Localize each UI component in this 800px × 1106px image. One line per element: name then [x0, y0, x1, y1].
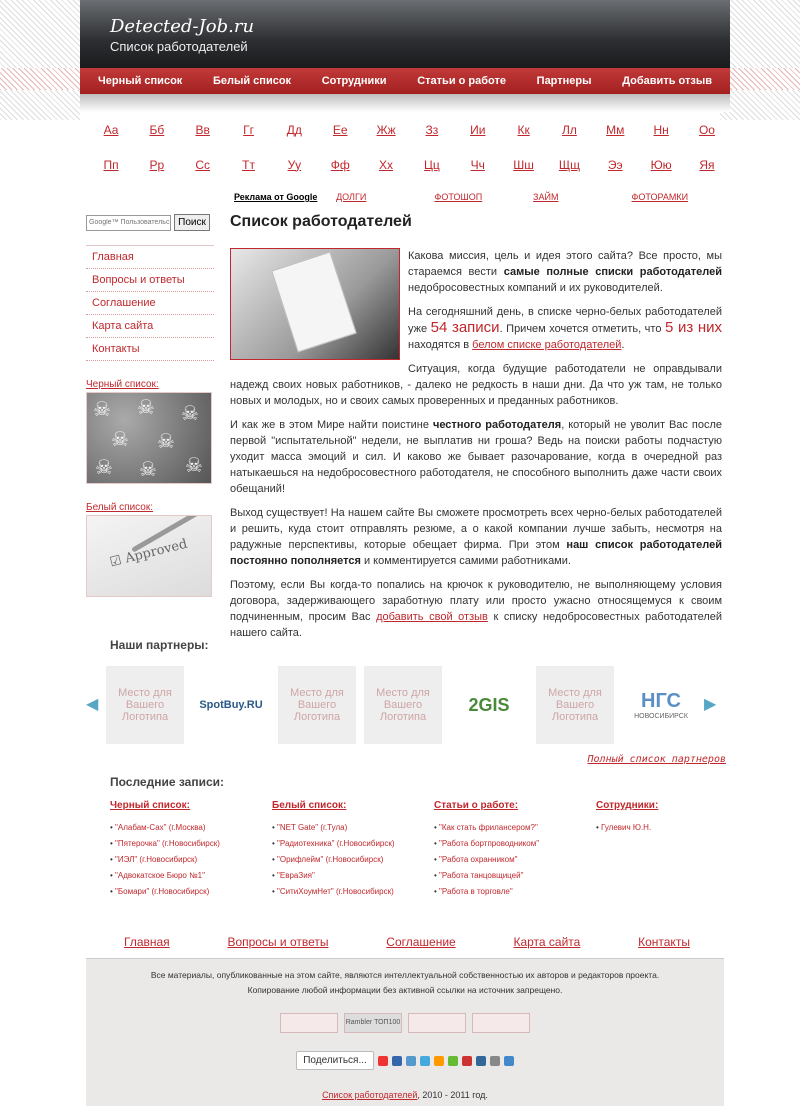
counter-badge[interactable] [280, 1013, 338, 1033]
ad-link[interactable]: ФОТОШОП [434, 192, 483, 202]
latest-record-link[interactable]: • "Бомари" (г.Новосибирск) [110, 887, 272, 903]
copyright: Список работодателей, 2010 - 2011 год. [322, 1090, 488, 1100]
ad-link[interactable]: ЗАЙМ [533, 192, 559, 202]
alphabet-letter-link[interactable]: Фф [330, 157, 350, 172]
article-photo [230, 248, 400, 360]
topnav-articles[interactable]: Статьи о работе [417, 75, 506, 87]
share-button[interactable]: Поделиться... [296, 1051, 374, 1070]
alphabet-row [96, 147, 722, 182]
bottom-navigation [124, 935, 690, 949]
nav-shadow [80, 94, 730, 112]
latest-record-link[interactable]: • "NET Gate" (г.Тула) [272, 823, 434, 839]
alphabet-letter-link[interactable]: Цц [424, 157, 440, 172]
social-icon[interactable] [406, 1056, 416, 1066]
side-menu-faq[interactable]: Вопросы и ответы [86, 269, 214, 292]
blacklist-banner[interactable] [86, 392, 212, 484]
social-icon[interactable] [476, 1056, 486, 1066]
latest-column-heading[interactable]: Черный список: [110, 800, 190, 811]
partner-spotbuy[interactable]: SpotBuy.RU [192, 666, 270, 744]
latest-column-heading[interactable]: Белый список: [272, 800, 347, 811]
side-menu-home[interactable]: Главная [86, 246, 214, 269]
alphabet-letter-link[interactable]: Вв [195, 122, 210, 137]
alphabet-letter-link[interactable]: Ээ [607, 157, 623, 172]
paragraph: Поэтому, если Вы когда-то попались на крючок к руководителю, не выполняющему условия договора, задерживающего заработную плату или просто ужасно относящемуся к своим подчиненным, просим Вас добавить свой отзыв к списку недобросовестных работодателей нашего сайта. [230, 579, 723, 639]
whitelist-label[interactable]: Белый список: [86, 502, 154, 513]
ad-link[interactable]: ДОЛГИ [336, 192, 367, 202]
alphabet-row [96, 112, 722, 147]
latest-record-link[interactable]: • "Радиотехника" (г.Новосибирск) [272, 839, 434, 855]
alphabet-letter-link[interactable]: Гг [243, 122, 254, 137]
skull-icon: ☠ [93, 399, 111, 421]
latest-column-heading[interactable]: Сотрудники: [596, 800, 659, 811]
right-stripe-decoration [720, 0, 800, 120]
whitelist-banner[interactable] [86, 515, 212, 597]
ads-label[interactable]: Реклама от Google [234, 192, 318, 202]
latest-column [596, 800, 758, 903]
latest-record-link[interactable]: • "Пятерочка" (г.Новосибирск) [110, 839, 272, 855]
latest-record-link[interactable]: • "ЕвраЗия" [272, 871, 434, 887]
paragraph: Выход существует! На нашем сайте Вы сможете просмотреть всех черно-белых работодателей и решить, куда стоит отправлять резюме, а о какой компании лучше забыть, несмотря на радужные перспективы, которые обещает фирма. При этом наш список работодателей постоянно пополняется и комментируется самими работниками. [230, 507, 722, 567]
whitelist-link[interactable]: белом списке работодателей [472, 339, 622, 351]
latest-record-link[interactable]: • "СитиХоумНет" (г.Новосибирск) [272, 887, 434, 903]
alphabet-letter-link[interactable]: Бб [149, 122, 165, 137]
search-button[interactable]: Поиск [174, 214, 210, 231]
site-name[interactable]: Detected-Job.ru [110, 16, 255, 37]
counters [86, 1013, 724, 1033]
latest-record-link[interactable]: • "Работа танцовщицей" [434, 871, 596, 887]
alphabet-letter-link[interactable]: Оо [698, 122, 715, 137]
alphabet-letter-link[interactable]: Чч [470, 157, 485, 172]
ad-link[interactable]: ФОТОРАМКИ [631, 192, 689, 202]
side-menu-sitemap[interactable]: Карта сайта [86, 315, 214, 338]
approved-stamp: ☑ Approved [108, 536, 189, 571]
side-menu-contacts[interactable]: Контакты [86, 338, 214, 361]
latest-column [272, 800, 434, 903]
skull-icon: ☠ [185, 455, 203, 477]
alphabet-letter-link[interactable]: Хх [379, 157, 394, 172]
search-input[interactable] [86, 215, 171, 231]
bottomnav-faq[interactable]: Вопросы и ответы [227, 935, 329, 949]
alphabet-index [80, 112, 730, 182]
alphabet-letter-link[interactable]: Ее [332, 122, 348, 137]
topnav-blacklist[interactable]: Черный список [98, 75, 183, 87]
alphabet-letter-link[interactable]: Щщ [558, 157, 580, 172]
social-icon[interactable] [504, 1056, 514, 1066]
share-bar [86, 1051, 724, 1070]
alphabet-letter-link[interactable]: Ии [470, 122, 486, 137]
alphabet-letter-link[interactable]: Дд [286, 122, 302, 137]
add-review-link[interactable]: добавить свой отзыв [376, 611, 488, 623]
latest-record-link[interactable]: • "Алабам-Сах" (г.Москва) [110, 823, 272, 839]
latest-record-link[interactable]: • "Адвокатское Бюро №1" [110, 871, 272, 887]
paragraph: На сегодняшний день, в списке черно-белых работодателей уже 54 записи. Причем хочется отметить, что 5 из них находятся в белом списке работодателей. [408, 306, 723, 351]
side-menu-agreement[interactable]: Соглашение [86, 292, 214, 315]
alphabet-letter-link[interactable]: Кк [517, 122, 530, 137]
alphabet-letter-link[interactable]: Нн [653, 122, 669, 137]
social-icon[interactable] [462, 1056, 472, 1066]
skull-icon: ☠ [95, 457, 113, 479]
search-box [86, 214, 214, 231]
skull-icon: ☠ [111, 429, 129, 451]
site-subtitle: Список работодателей [110, 39, 248, 54]
alphabet-letter-link[interactable]: Юю [650, 157, 672, 172]
latest-record-link[interactable]: • "Работа бортпроводником" [434, 839, 596, 855]
top-navigation [80, 68, 730, 94]
social-icon[interactable] [448, 1056, 458, 1066]
alphabet-letter-link[interactable]: Уу [287, 157, 302, 172]
partner-placeholder[interactable]: Место для Вашего Логотипа [106, 666, 184, 744]
copyright-link[interactable]: Список работодателей [322, 1090, 418, 1100]
skull-icon: ☠ [181, 403, 199, 425]
alphabet-letter-link[interactable]: Лл [561, 122, 577, 137]
latest-record-link[interactable]: • "ИЭЛ" (г.Новосибирск) [110, 855, 272, 871]
white-count: 5 из них [664, 319, 723, 336]
alphabet-letter-link[interactable]: Пп [103, 157, 119, 172]
counter-badge[interactable] [408, 1013, 466, 1033]
social-icon[interactable] [434, 1056, 444, 1066]
paragraph: И как же в этом Мире найти поистине честного работодателя, который не уволит Вас после первой "испытательной" недели, не выплатив ни гроша? Ведь на поиски работы подчастую уходит масса эмоций и сил. И каково же бывает разочарование, когда в очередной раз натыкаешься на недобросовестного работодателя, не способного выполнить даже части своих обещаний! [230, 419, 722, 495]
latest-column [434, 800, 596, 903]
alphabet-letter-link[interactable]: Шш [513, 157, 534, 172]
social-icon[interactable] [378, 1056, 388, 1066]
footer-copy-warning: Копирование любой информации без активной ссылки на источник запрещено. [247, 985, 563, 995]
arrow-right-icon[interactable]: ▶ [704, 696, 717, 713]
paragraph: Какова миссия, цель и идея этого сайта? Все просто, мы стараемся вести самые полные списки работодателей недобросовестных компаний и их руководителей. [408, 250, 722, 294]
latest-record-link[interactable]: • "Работа в торговле" [434, 887, 596, 903]
bottomnav-sitemap[interactable]: Карта сайта [513, 935, 581, 949]
alphabet-letter-link[interactable]: Яя [699, 157, 715, 172]
latest-column-heading[interactable]: Статьи о работе: [434, 800, 519, 811]
sidebar [86, 214, 214, 597]
side-menu [86, 245, 214, 361]
topnav-add-review[interactable]: Добавить отзыв [622, 75, 712, 87]
google-ads-row [234, 192, 730, 202]
partner-placeholder[interactable]: Место для Вашего Логотипа [278, 666, 356, 744]
alphabet-letter-link[interactable]: Аа [103, 122, 119, 137]
alphabet-letter-link[interactable]: Тт [242, 157, 255, 172]
skull-icon: ☠ [137, 397, 155, 419]
page-title: Список работодателей [230, 213, 412, 230]
topnav-whitelist[interactable]: Белый список [212, 75, 292, 87]
partner-placeholder[interactable]: Место для Вашего Логотипа [364, 666, 442, 744]
bottomnav-contacts[interactable]: Контакты [638, 935, 690, 949]
page-wrapper [80, 0, 730, 1100]
alphabet-letter-link[interactable]: Жж [376, 122, 396, 137]
all-partners-link[interactable]: Полный список партнеров [587, 754, 726, 765]
social-icon[interactable] [490, 1056, 500, 1066]
bottomnav-agreement[interactable]: Соглашение [386, 935, 456, 949]
partner-2gis[interactable]: 2GIS [450, 666, 528, 744]
partner-placeholder[interactable]: Место для Вашего Логотипа [536, 666, 614, 744]
topnav-employees[interactable]: Сотрудники [321, 75, 387, 87]
alphabet-letter-link[interactable]: Зз [425, 122, 439, 137]
latest-record-link[interactable]: • "Работа охранником" [434, 855, 596, 871]
counter-rambler[interactable]: Rambler ТОП100 [344, 1013, 402, 1033]
latest-record-link[interactable]: • "Орифлейм" (г.Новосибирск) [272, 855, 434, 871]
alphabet-letter-link[interactable]: Сс [195, 157, 211, 172]
latest-records [110, 800, 758, 903]
social-icon[interactable] [392, 1056, 402, 1066]
main-content [230, 214, 722, 649]
partners-carousel [86, 666, 726, 744]
latest-record-link[interactable]: • "Как стать фрилансером?" [434, 823, 596, 839]
header [80, 0, 730, 68]
records-count: 54 записи [430, 319, 500, 336]
partner-ngs[interactable]: НГС НОВОСИБИРСК [622, 666, 700, 744]
arrow-left-icon[interactable]: ◀ [86, 696, 99, 713]
counter-badge[interactable] [472, 1013, 530, 1033]
latest-record-link[interactable]: • Гулевич Ю.Н. [596, 823, 758, 839]
topnav-partners[interactable]: Партнеры [536, 75, 592, 87]
bottomnav-home[interactable]: Главная [124, 935, 170, 949]
partners-title: Наши партнеры: [110, 638, 209, 652]
skull-icon: ☠ [139, 459, 157, 481]
blacklist-label[interactable]: Черный список: [86, 379, 159, 390]
footer [86, 958, 724, 1106]
left-stripe-decoration [0, 0, 80, 120]
latest-title: Последние записи: [110, 775, 225, 789]
paragraph: Ситуация, когда будущие работодатели не оправдывали надежд своих новых работников, - далеко не редкость в наши дни. Да что уж там, не только новых и молодых, но и своих самых проверенных и преданных работников. [230, 363, 722, 407]
latest-column [110, 800, 272, 903]
social-icon[interactable] [420, 1056, 430, 1066]
skull-icon: ☠ [157, 431, 175, 453]
alphabet-letter-link[interactable]: Мм [606, 122, 625, 137]
footer-rights: Все материалы, опубликованные на этом сайте, являются интеллектуальной собственностью их авторов и редакторов проекта. [150, 970, 660, 980]
alphabet-letter-link[interactable]: Рр [149, 157, 165, 172]
